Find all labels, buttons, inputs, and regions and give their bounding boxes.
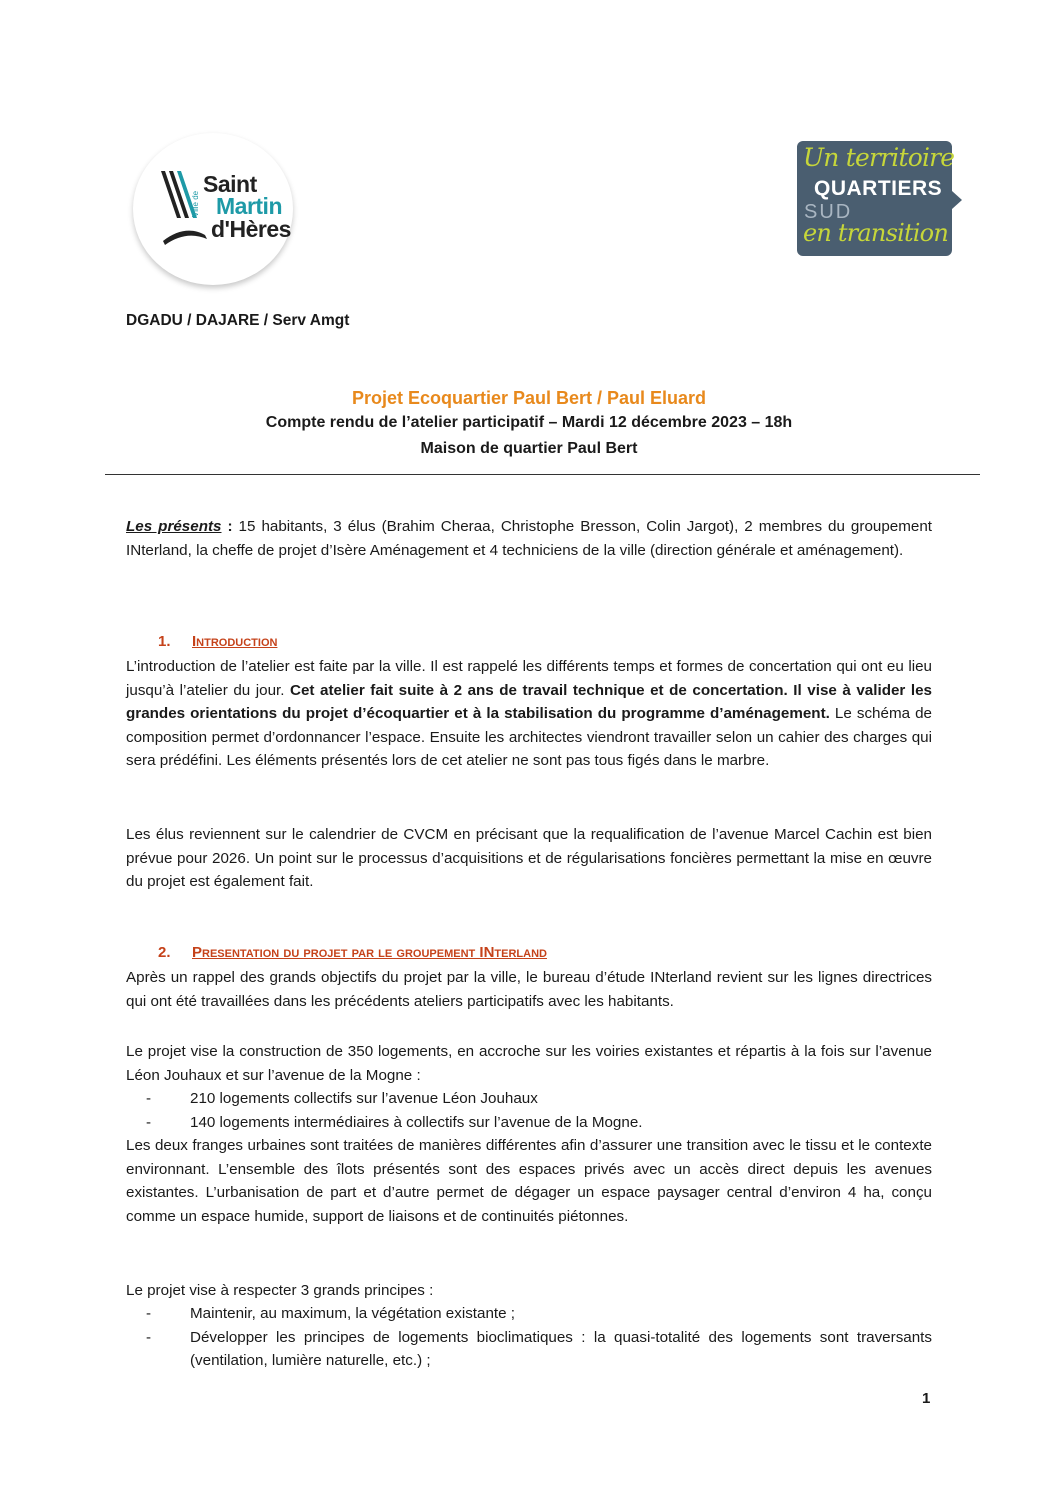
department-reference: DGADU / DAJARE / Serv Amgt (126, 312, 350, 329)
document-location: Maison de quartier Paul Bert (420, 440, 638, 457)
presentation-paragraph: Après un rappel des grands objectifs du projet par la ville, le bureau d’étude INterland revient sur les lignes directrices qui ont été travaillées dans les précédents ateliers participatifs avec les habitants. (126, 969, 932, 1010)
elus-paragraph: Les élus reviennent sur le calendrier de CVCM en précisant que la requalification de l’avenue Marcel Cachin est bien prévue pour 2026. Un point sur le processus d’acquisitions et de régularisations foncières permettant la mise en œuvre du projet est également fait. (126, 826, 932, 891)
attendees-separator: : (221, 518, 239, 535)
logo-line-en-transition: en transition (803, 219, 948, 247)
logo-line-ville-de: Ville de (191, 190, 200, 217)
saint-martin-dheres-logo (133, 133, 293, 285)
list-item-text: 210 logements collectifs sur l’avenue Léon Jouhaux (190, 1090, 538, 1107)
principles-list (126, 1302, 932, 1373)
section-2-title: Presentation du projet par le groupement INterland (192, 944, 547, 961)
list-dash: - (146, 1305, 152, 1322)
list-item (126, 1302, 932, 1326)
section-1-number: 1. (158, 633, 171, 650)
list-item-text: Maintenir, au maximum, la végétation existante ; (190, 1305, 516, 1322)
quartiers-sud-transition-logo (797, 141, 955, 256)
list-dash: - (146, 1090, 152, 1107)
list-item-text: 140 logements intermédiaires à collectifs sur l’avenue de la Mogne. (190, 1113, 643, 1131)
section-1-heading (158, 633, 277, 650)
attendees-paragraph (126, 515, 932, 562)
housing-list (126, 1087, 932, 1134)
list-dash: - (146, 1113, 152, 1131)
section-2-number: 2. (158, 944, 171, 961)
attendees-text: 15 habitants, 3 élus (Brahim Cheraa, Christophe Bresson, Colin Jargot), 2 membres du groupement INterland, la cheffe de projet d’Isère Aménagement et 4 techniciens de la ville (direction générale et aménagement). (126, 518, 932, 559)
section-2-heading (158, 944, 547, 961)
page-number: 1 (922, 1390, 931, 1407)
logo-line-dheres: d'Hères (211, 216, 291, 242)
intro-text-a: L’introduction de l’atelier est faite par la ville. Il est rappelé les différents temps et formes de concertation qui ont eu lieu jusqu’à l’atelier du jour. (126, 658, 932, 699)
logo-line-quartiers: QUARTIERS (814, 177, 943, 200)
logo-line-martin: Martin (216, 193, 282, 219)
list-dash: - (146, 1328, 152, 1346)
section-1-title: Introduction (192, 633, 278, 650)
header-divider (105, 474, 980, 475)
project-paragraph: Le projet vise la construction de 350 logements, en accroche sur les voiries existantes et répartis à la fois sur l’avenue Léon Jouhaux et sur l’avenue de la Mogne : (126, 1043, 932, 1084)
list-item (126, 1111, 932, 1135)
list-item (126, 1326, 932, 1373)
franges-paragraph: Les deux franges urbaines sont traitées de manières différentes afin d’assurer une transition avec le tissu et le contexte environnant. L’ensemble des îlots présentés sont des espaces privés avec un accès direct depuis les avenues existantes. L’urbanisation de part et d’autre permet de dégager un espace paysager central d’environ 4 ha, conçu comme un espace humide, support de liaisons et de continuités piétonnes. (126, 1137, 932, 1225)
intro-text-b: Le schéma de composition permet d’ordonnancer l’espace. Ensuite les architectes viendront travailler selon un cahier des charges qui sera prédéfini. Les éléments présentés lors de cet atelier ne sont pas tous figés dans le marbre. (126, 705, 933, 770)
logo-line-un-territoire: Un territoire (803, 143, 955, 172)
list-item (126, 1087, 932, 1111)
intro-paragraph (126, 655, 932, 773)
logo-line-sud: SUD (804, 201, 853, 223)
attendees-label: Les présents (126, 518, 222, 535)
document-title: Projet Ecoquartier Paul Bert / Paul Eluard (351, 388, 707, 408)
logo-notch (952, 191, 962, 209)
list-item-text: Développer les principes de logements bioclimatiques : la quasi-totalité des logements sont traversants (ventilation, lumière naturelle, etc.) ; (190, 1328, 932, 1370)
intro-text-bold: Cet atelier fait suite à 2 ans de travail technique et de concertation. Il vise à valider les grandes orientations du projet d’écoquartier et à la stabilisation du programme d’aménagement. (126, 681, 932, 723)
logo-line-saint: Saint (203, 171, 257, 197)
principles-intro: Le projet vise à respecter 3 grands principes : (126, 1282, 434, 1299)
document-subtitle: Compte rendu de l’atelier participatif – Mardi 12 décembre 2023 – 18h (265, 414, 793, 431)
